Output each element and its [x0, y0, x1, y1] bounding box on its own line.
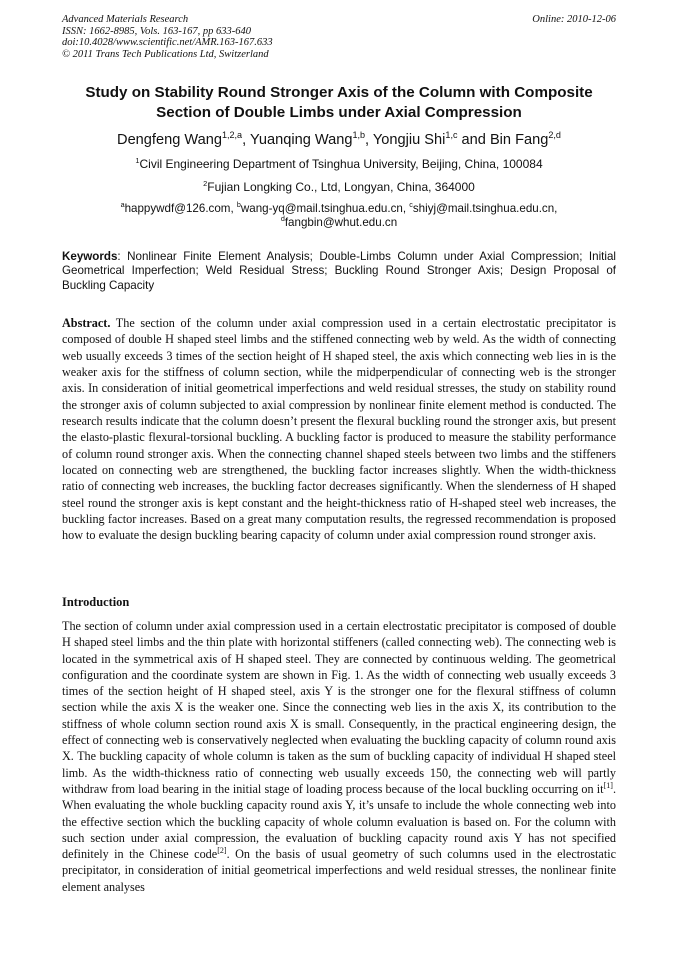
section-heading-introduction: Introduction — [62, 595, 130, 609]
email-sup: b — [236, 200, 241, 210]
email-link[interactable]: shiyj@mail.tsinghua.edu.cn, — [412, 202, 558, 215]
introduction-paragraph — [62, 618, 616, 895]
title-line-1: Study on Stability Round Stronger Axis of the Column with Composite — [85, 84, 593, 101]
affiliation-text: Civil Engineering Department of Tsinghua University, Beijing, China, 100084 — [139, 157, 543, 171]
author-list — [62, 131, 616, 149]
affiliation-2 — [62, 180, 616, 194]
author-emails — [62, 202, 616, 230]
copyright-line: © 2011 Trans Tech Publications Ltd, Switzerland — [62, 48, 269, 60]
issn-line: ISSN: 1662-8985, Vols. 163-167, pp 633-640 — [62, 25, 251, 37]
journal-header — [62, 14, 616, 60]
email-sup: d — [280, 214, 285, 224]
journal-name: Advanced Materials Research — [62, 14, 189, 25]
author-affil-sup: 1,b — [352, 130, 366, 141]
intro-text: . When evaluating the whole buckling capacity round axis Y, it’s unsafe to include the whole connecting web into the effective section which the buckling capacity of whole column evaluation is based on. For the column with such section under axial compression, the evaluation of buckling capacity round axis Y has not specified definitely in the Chinese code — [62, 781, 616, 862]
author-name: Bin Fang — [489, 132, 549, 148]
doi-line: doi:10.4028/www.scientific.net/AMR.163-167.633 — [62, 37, 273, 49]
intro-text: . On the basis of usual geometry of such columns used in the electrostatic precipitator, in consideration of initial geometrical imperfections and weld residual stresses, the nonlinear finite element analyses — [62, 847, 617, 894]
author-affil-sup: 1,c — [445, 130, 458, 141]
intro-text: The section of column under axial compression used in a certain electrostatic precipitator is composed of double H shaped steel limbs and the thin plate with horizontal stiffeners (called connecting web). The connecting web is located in the symmetrical axis of H shaped steel. They are connected by continuous welding. The geometrical configuration and the coordinate system are shown in Fig. 1. As the width of connecting web usually exceeds 3 times of the section height of H shaped steel, axis Y is the stronger one for the flexural stiffness of column section while the axis X is the weaker one. Since the connecting web lies in the axis X, its contribution to the stiffness of whole column section round axis X is small. Consequently, in the practical engineering design, the effect of connecting web is conservatively neglected when evaluating the buckling capacity of column round axis X. The buckling capacity of whole column is taken as the sum of buckling capacity of individual H shaped steel limb. As the width-thickness ratio of connecting web usually exceeds 150, the connecting web will partly withdraw from load bearing in the initial stage of loading process because of the local buckling occurring on it — [62, 619, 616, 796]
keywords-label: Keywords — [62, 250, 118, 263]
email-sup: a — [120, 200, 125, 210]
author-separator: and — [457, 132, 490, 148]
affiliation-1 — [62, 157, 616, 171]
email-link[interactable]: wang-yq@mail.tsinghua.edu.cn, — [240, 202, 410, 215]
online-date: Online: 2010-12-06 — [532, 14, 616, 25]
paper-title — [62, 83, 616, 123]
citation-ref[interactable]: [1] — [603, 780, 613, 790]
email-link[interactable]: happywdf@126.com, — [124, 202, 237, 215]
affiliation-sup: 2 — [203, 179, 208, 188]
abstract-text: The section of the column under axial compression used in a certain electrostatic precipitator is composed of double H shaped steel limbs and the stiffened connecting web by weld. As the width of connecting web usually exceeds 3 times of the section height of H shaped steel, the axis which connecting web lies in is the weaker axis for the stiffness of column section, while the midperpendicular of connecting web is the stronger axis. In consideration of initial geometrical imperfections and weld residual stresses, the study on stability round the stronger axis of column subjected to axial compression by nonlinear finite element method is conducted. The research results indicate that the column doesn’t present the flexural buckling round the stronger axis, but present the elasto-plastic flexural-torsional buckling. A buckling factor is produced to measure the stability performance of column round stronger axis. When the connecting channel shaped steels between two limbs and the stiffeners located on connecting web are strengthened, the buckling factor increases slightly. When the width-thickness ratio of connecting web increases, the buckling factor decreases significantly. When the slenderness of H shaped steel round the stronger axis is kept constant and the height-thickness ratio of H-shaped steel web increases, the buckling factor increases. Based on a great many computation results, the regressed recommendation is proposed how to evaluate the design buckling bearing capacity of column under axial compression round stronger axis. — [62, 316, 616, 543]
abstract-label: Abstract. — [62, 316, 111, 330]
author-name: Yuanqing Wang — [249, 132, 353, 148]
author-separator: , — [365, 132, 373, 148]
author-name: Yongjiu Shi — [372, 132, 446, 148]
author-affil-sup: 2,d — [548, 130, 561, 141]
affiliation-sup: 1 — [135, 156, 140, 165]
abstract-block — [62, 315, 616, 544]
author-separator: , — [242, 132, 250, 148]
email-link[interactable]: fangbin@whut.edu.cn — [284, 216, 398, 229]
keywords-text: : Nonlinear Finite Element Analysis; Double-Limbs Column under Axial Compression; Initial Geometrical Imperfection; Weld Residual Stress; Buckling Round Stronger Axis; Design Proposal of Buckling Capacity — [62, 250, 616, 292]
keywords-block — [62, 250, 616, 293]
author-name: Dengfeng Wang — [117, 132, 222, 148]
author-affil-sup: 1,2,a — [221, 130, 243, 141]
citation-ref[interactable]: [2] — [217, 846, 227, 856]
email-sup: c — [409, 200, 413, 210]
affiliation-text: Fujian Longking Co., Ltd, Longyan, China, 364000 — [207, 180, 475, 194]
title-line-2: Section of Double Limbs under Axial Compression — [156, 104, 522, 121]
